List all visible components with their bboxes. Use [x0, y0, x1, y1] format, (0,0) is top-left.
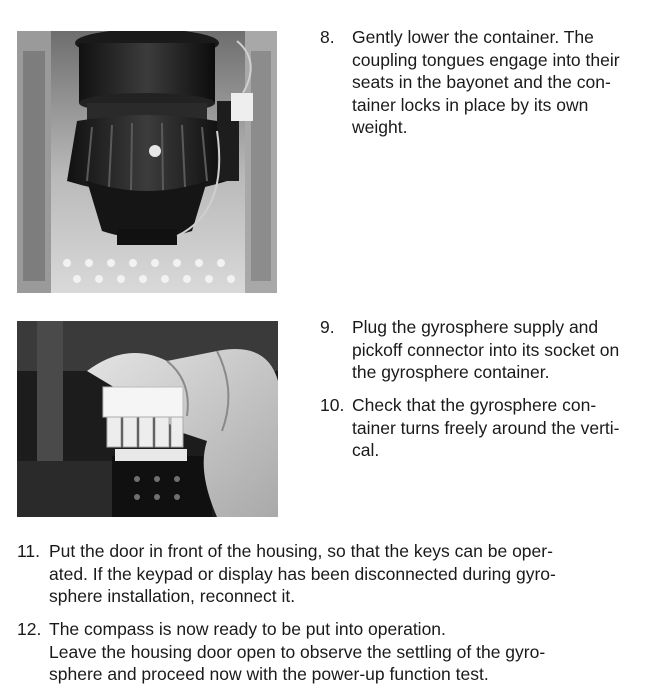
step-text-line: sphere installation, reconnect it.: [49, 586, 296, 607]
step-text-line: The compass is now ready to be put into operation.: [49, 619, 446, 639]
step-number: 9.: [320, 317, 335, 337]
step-text-line: cal.: [352, 440, 380, 461]
step-text-line: the gyrosphere container.: [352, 362, 550, 383]
step-text-line: tainer locks in place by its own: [352, 94, 589, 115]
step-text-line: ated. If the keypad or display has been disconnected during gyro-: [49, 563, 556, 584]
step-text-line: coupling tongues engage into their: [352, 49, 620, 70]
step-text-line: weight.: [352, 117, 408, 138]
step-text-line: tainer turns freely around the verti-: [352, 417, 620, 438]
step-number: 11.: [17, 541, 41, 561]
step-text-line: seats in the bayonet and the con-: [352, 72, 611, 93]
step-number: 10.: [320, 395, 345, 415]
step-text-line: pickoff connector into its socket on: [352, 339, 620, 360]
step-number: 8.: [320, 27, 335, 47]
step-number: 12.: [17, 619, 42, 639]
step-text-line: Check that the gyrosphere con-: [352, 395, 597, 415]
step-text-line: Gently lower the container. The: [352, 27, 594, 47]
gyrosphere-container-photo: [17, 31, 277, 293]
connector-plug-photo: [17, 321, 278, 517]
step-text-line: sphere and proceed now with the power-up function test.: [49, 664, 489, 685]
step-text-line: Plug the gyrosphere supply and: [352, 317, 599, 337]
step-text-line: Leave the housing door open to observe the settling of the gyro-: [49, 641, 546, 662]
step-text-line: Put the door in front of the housing, so that the keys can be oper-: [49, 541, 553, 561]
